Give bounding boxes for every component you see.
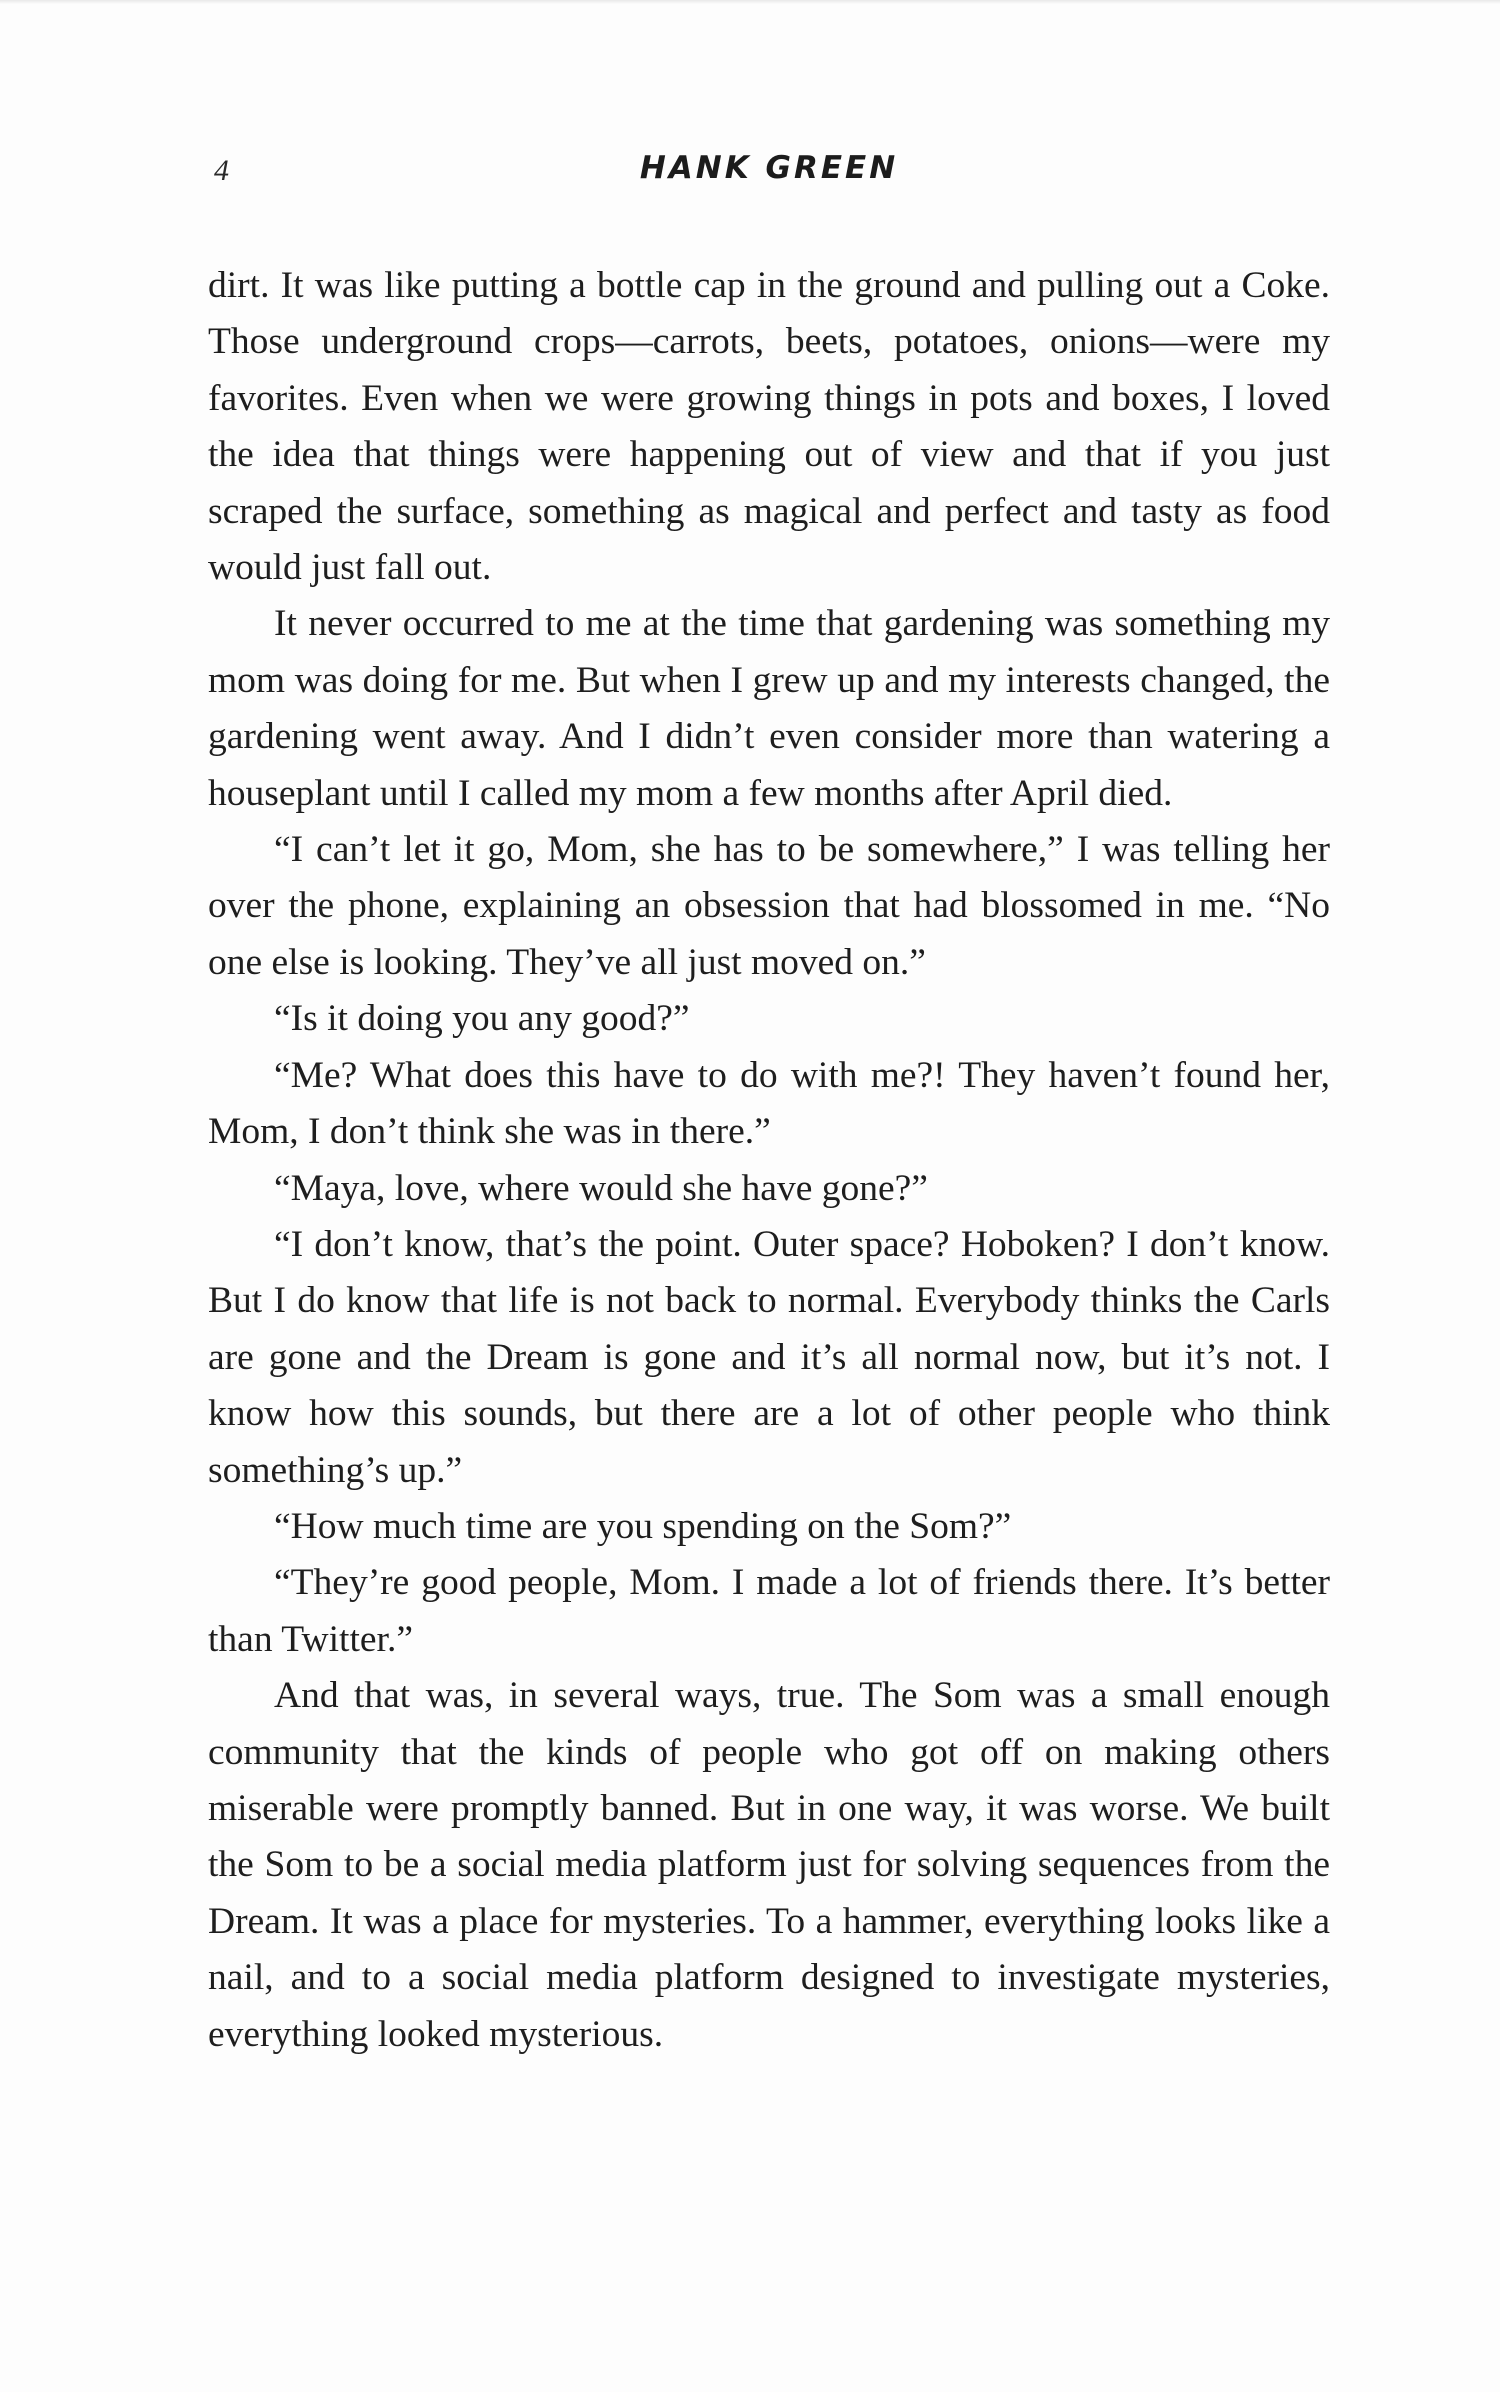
paragraph: “Me? What does this have to do with me?! They haven’t found her, Mom, I don’t think she was in there.” [208, 1054, 1330, 1153]
paragraph: It never occurred to me at the time that gardening was something my mom was doing for me. But when I grew up and my interests changed, the gardening went away. And I didn’t even consider more than watering a houseplant until I called my mom a few months after April died. [208, 603, 1330, 814]
paragraph: “How much time are you spending on the Som?” [274, 1505, 1012, 1547]
running-head [208, 150, 1330, 198]
paragraph: “Maya, love, where would she have gone?” [274, 1167, 928, 1209]
paragraph: And that was, in several ways, true. The Som was a small enough community that the kinds of people who got off on making others miserable were promptly banned. But in one way, it was worse. We built the Som to be a social media platform just for solving sequences from the Dream. It was a place for mysteries. To a hammer, everything looks like a nail, and to a social media platform designed to investigate mysteries, everything looked mysterious. [208, 1675, 1330, 2055]
page-number: 4 [214, 154, 229, 187]
scan-edge [0, 0, 1500, 4]
paragraph: “I don’t know, that’s the point. Outer space? Hoboken? I don’t know. But I do know that life is not back to normal. Everybody thinks the Carls are gone and the Dream is gone and it’s all normal now, but it’s not. I know how this sounds, but there are a lot of other people who think something’s up.” [208, 1223, 1330, 1491]
paragraph: “They’re good people, Mom. I made a lot of friends there. It’s better than Twitter.” [208, 1562, 1330, 1660]
running-head-author: HANK GREEN [639, 150, 899, 186]
paragraph: dirt. It was like putting a bottle cap in the ground and pulling out a Coke. Those underground crops—carrots, beets, potatoes, onions—were my favorites. Even when we were growing things in pots and boxes, I loved the idea that things were happening out of view and that if you just scraped the surface, something as magical and perfect and tasty as food would just fall out. [208, 265, 1330, 589]
paragraph: “I can’t let it go, Mom, she has to be somewhere,” I was telling her over the phone, explaining an obsession that had blossomed in me. “No one else is looking. They’ve all just moved on.” [208, 829, 1330, 983]
body-text [208, 258, 1330, 2063]
paragraph: “Is it doing you any good?” [274, 998, 690, 1040]
